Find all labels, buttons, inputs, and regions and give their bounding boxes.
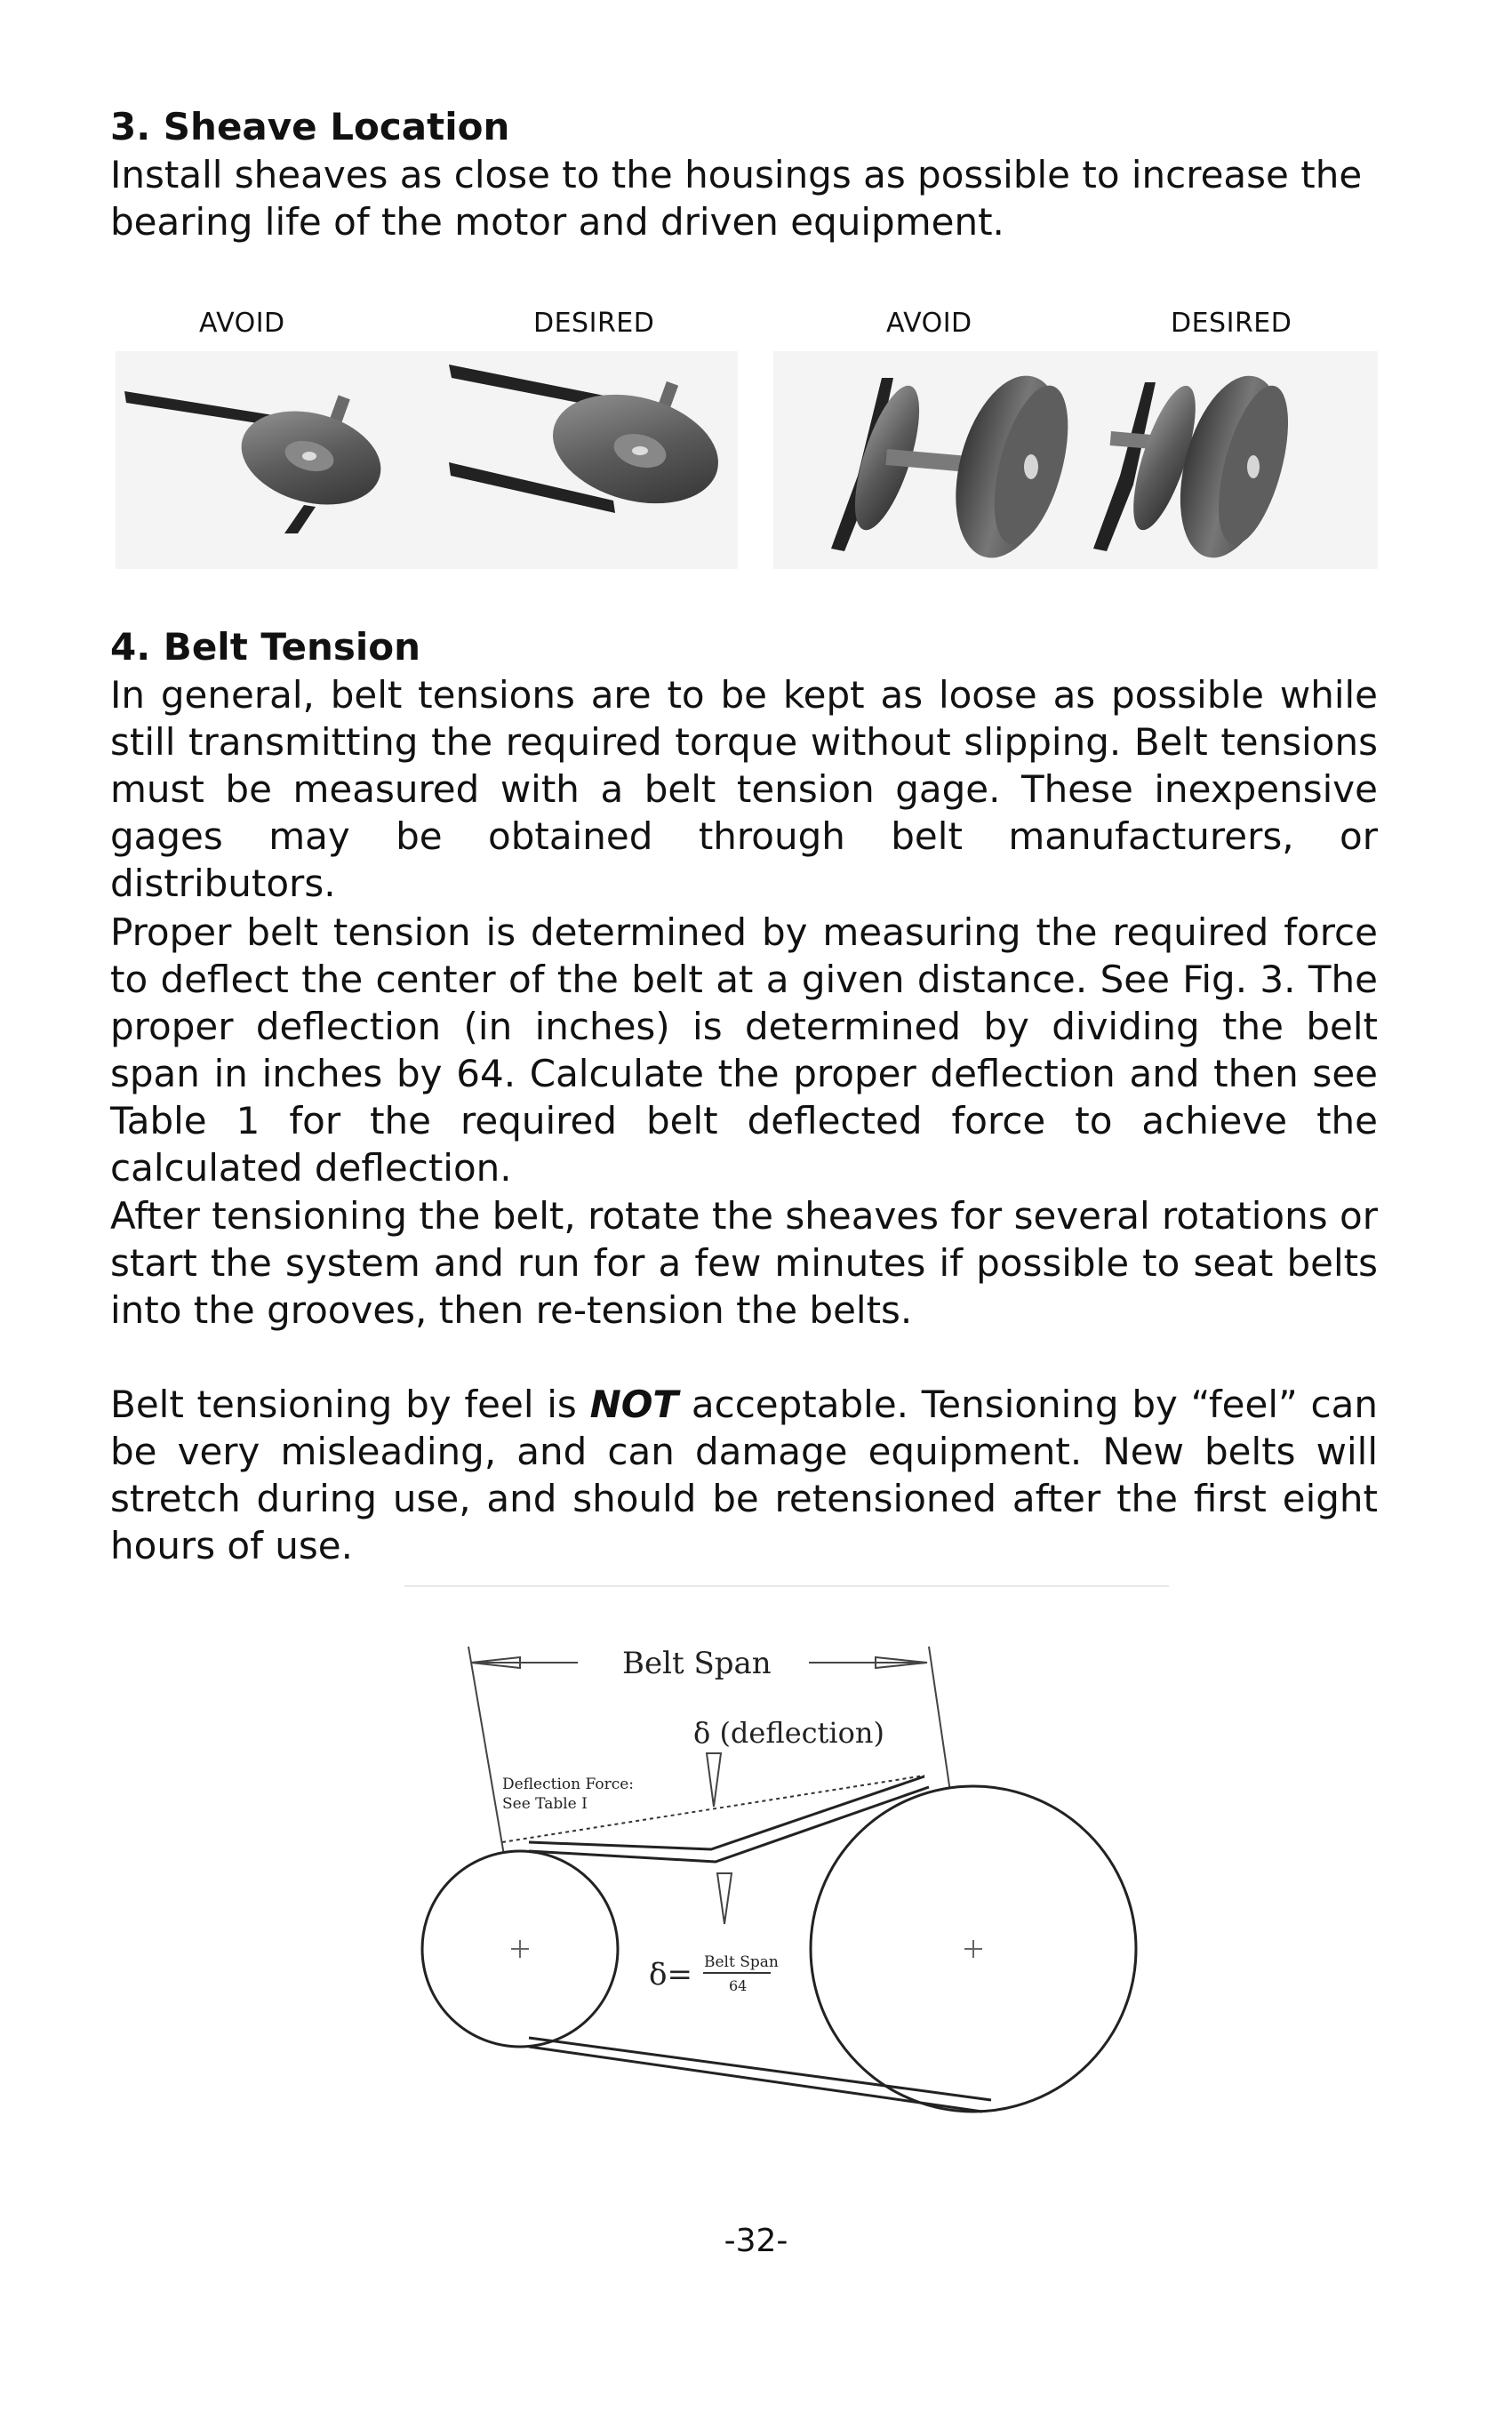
- page-number: -32-: [724, 2223, 788, 2259]
- section-heading-belt-tension: 4. Belt Tension: [110, 625, 421, 669]
- figure-label-avoid-1: AVOID: [199, 308, 285, 339]
- belt-span-diagram: [404, 1584, 1169, 2118]
- figure-label-avoid-2: AVOID: [886, 308, 972, 339]
- belt-tension-paragraph-1: In general, belt tensions are to be kept as loose as possible while still transmitting the required torque without slipping. Belt tensions must be measured with a belt tension gage. These inexpensive gages may be obtained through belt manufacturers, or distributors.: [110, 673, 1378, 905]
- figure-label-desired-1: DESIRED: [533, 308, 655, 339]
- deflection-arrow-top: [707, 1753, 721, 1807]
- formula-delta: δ=: [649, 1957, 692, 1992]
- belt-tension-paragraph-2: Proper belt tension is determined by measuring the required force to deflect the center of the belt at a given distance. See Fig. 3. The proper deflection (in inches) is determined by dividing the belt span in inches by 64. Calculate the proper deflection and then see Table 1 for the required belt deflected force to achieve the calculated deflection.: [110, 910, 1378, 1190]
- belt-span-label: Belt Span: [622, 1646, 772, 1681]
- deflection-arrow-bottom: [717, 1873, 732, 1924]
- figure-label-desired-2: DESIRED: [1171, 308, 1292, 339]
- not-emphasis: NOT: [589, 1383, 679, 1426]
- belt-tension-paragraph-4: [110, 1381, 1378, 1569]
- paragraph-4-lead: Belt tensioning by feel is: [110, 1383, 590, 1426]
- belt-tension-paragraph-3: After tensioning the belt, rotate the sheaves for several rotations or start the system and run for a few minutes if possible to seat belts into the grooves, then re-tension the belts.: [110, 1194, 1378, 1332]
- formula-numerator: Belt Span: [704, 1953, 779, 1971]
- section-heading-sheave-location: 3. Sheave Location: [110, 105, 510, 148]
- sheave-location-text: Install sheaves as close to the housings as possible to increase the bearing life of the motor and driven equipment.: [110, 153, 1363, 244]
- sheave-placement-illustrations: [116, 342, 1378, 573]
- see-table-label: See Table I: [502, 1795, 588, 1813]
- paragraph-4-rest: acceptable. Tensioning by “feel” can be very misleading, and can damage equipment. New belts will stretch during use, and should be retensioned after the first eight hours of use.: [110, 1383, 1378, 1567]
- deflection-label: δ (deflection): [693, 1716, 884, 1750]
- formula-denominator: 64: [729, 1977, 748, 1994]
- deflection-force-label: Deflection Force:: [502, 1776, 635, 1793]
